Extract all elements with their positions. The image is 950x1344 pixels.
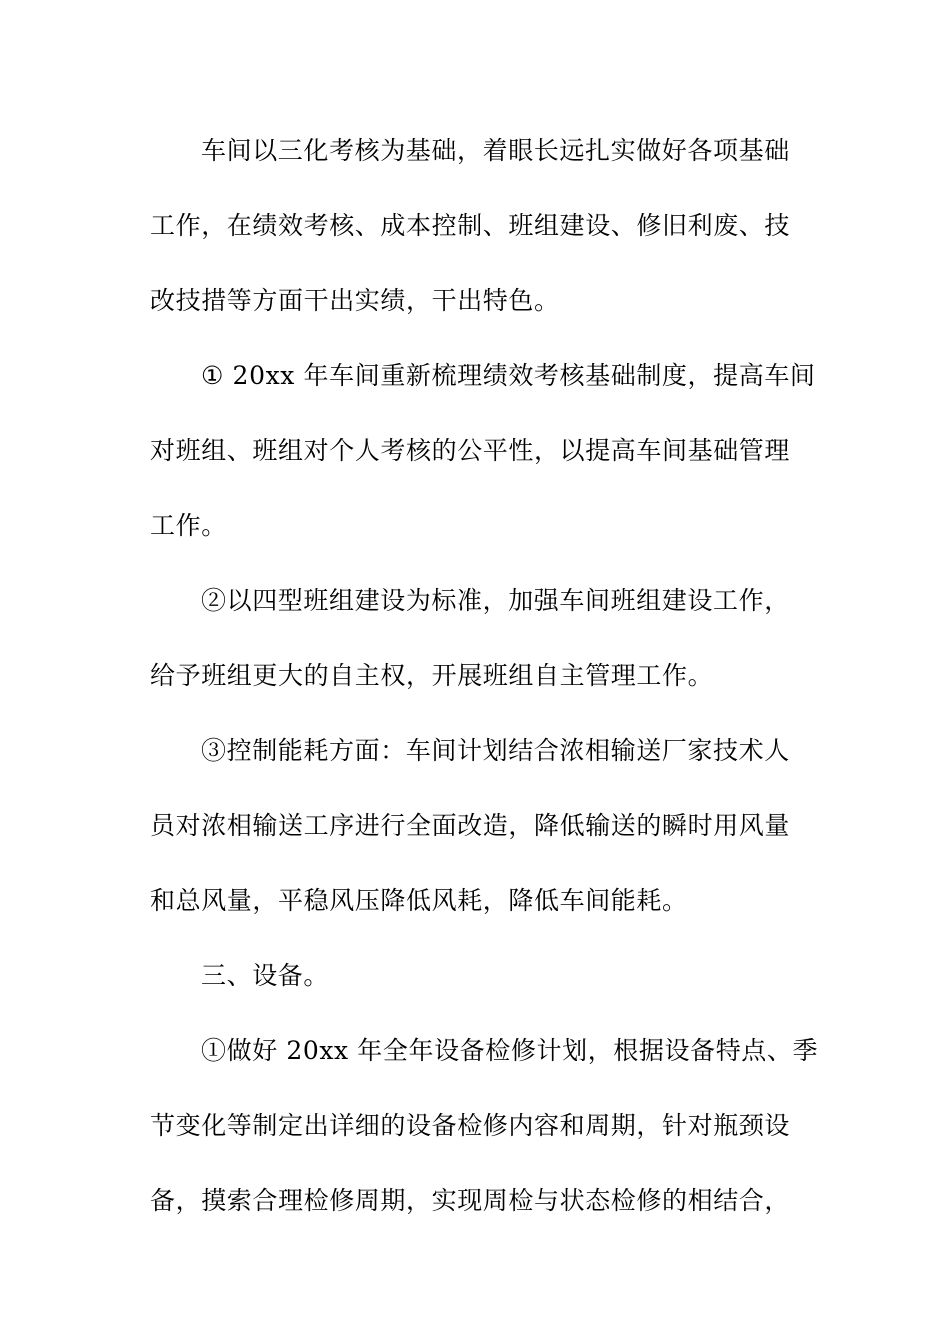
- paragraph-line: 对班组、班组对个人考核的公平性，以提高车间基础管理: [150, 436, 791, 465]
- paragraph-line: 备，摸索合理检修周期，实现周检与状态检修的相结合，: [150, 1186, 791, 1215]
- paragraph-line: 和总风量，平稳风压降低风耗，降低车间能耗。: [150, 886, 688, 915]
- paragraph-line: 工作，在绩效考核、成本控制、班组建设、修旧利废、技: [150, 211, 791, 240]
- paragraph-line: 改技措等方面干出实绩，干出特色。: [150, 286, 560, 315]
- paragraph-line: ① 20xx 年车间重新梳理绩效考核基础制度，提高车间: [201, 361, 816, 390]
- paragraph-line: ①做好 20xx 年全年设备检修计划，根据设备特点、季: [201, 1036, 819, 1065]
- paragraph-line: 工作。: [150, 511, 227, 540]
- section-heading: 三、设备。: [201, 961, 330, 990]
- paragraph-line: 员对浓相输送工序进行全面改造，降低输送的瞬时用风量: [150, 811, 791, 840]
- paragraph-line: 车间以三化考核为基础，着眼长远扎实做好各项基础: [201, 136, 790, 165]
- paragraph-line: ③控制能耗方面：车间计划结合浓相输送厂家技术人: [201, 736, 790, 765]
- paragraph-line: 节变化等制定出详细的设备检修内容和周期，针对瓶颈设: [150, 1111, 791, 1140]
- paragraph-line: ②以四型班组建设为标准，加强车间班组建设工作，: [201, 586, 790, 615]
- paragraph-line: 给予班组更大的自主权，开展班组自主管理工作。: [150, 661, 714, 690]
